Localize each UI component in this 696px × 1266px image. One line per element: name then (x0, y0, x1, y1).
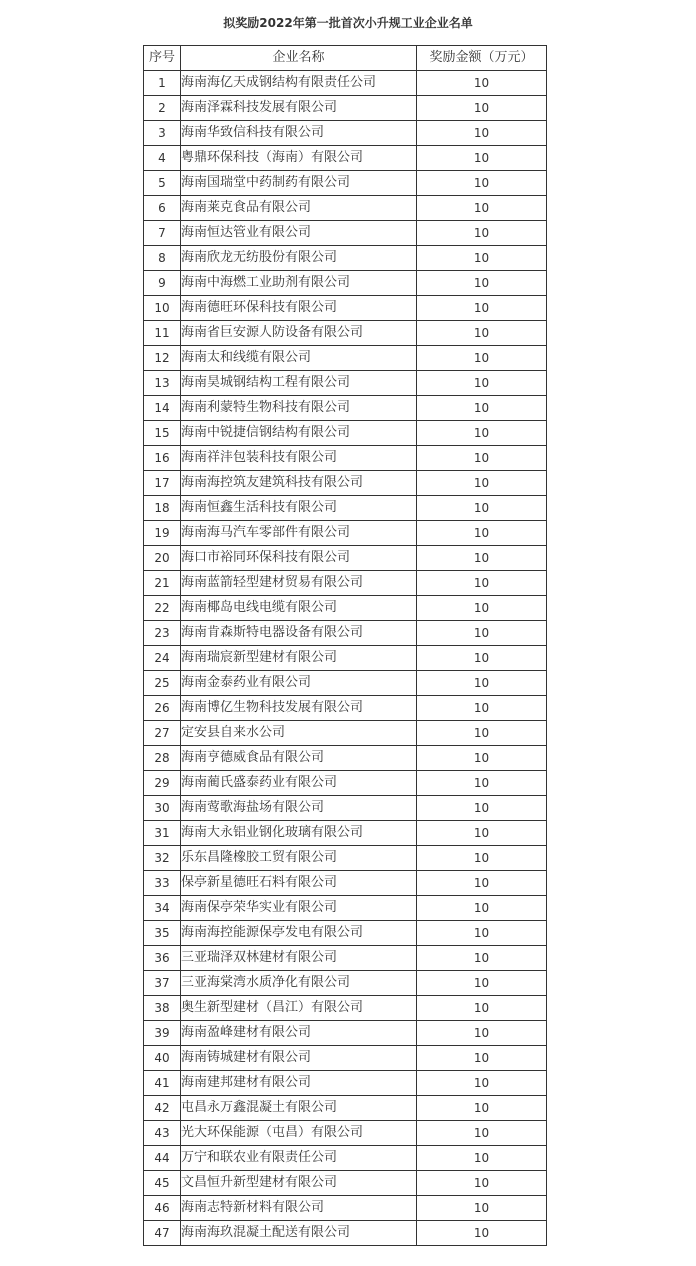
row-index-cell: 13 (144, 371, 181, 396)
reward-amount-cell: 10 (417, 471, 547, 496)
row-index-cell: 21 (144, 571, 181, 596)
table-row (144, 146, 547, 171)
enterprise-name-cell: 海口市裕同环保科技有限公司 (181, 546, 417, 571)
enterprise-name-cell: 海南海玖混凝土配送有限公司 (181, 1221, 417, 1246)
enterprise-name-cell: 海南海控能源保亭发电有限公司 (181, 921, 417, 946)
table-row (144, 796, 547, 821)
enterprise-name-cell: 奥生新型建材（昌江）有限公司 (181, 996, 417, 1021)
enterprise-name-cell: 乐东昌隆橡胶工贸有限公司 (181, 846, 417, 871)
reward-amount-cell: 10 (417, 521, 547, 546)
row-index-cell: 23 (144, 621, 181, 646)
enterprise-name-cell: 海南瑞宸新型建材有限公司 (181, 646, 417, 671)
table-row (144, 1171, 547, 1196)
reward-amount-cell: 10 (417, 996, 547, 1021)
table-row (144, 396, 547, 421)
enterprise-name-cell: 海南昊城钢结构工程有限公司 (181, 371, 417, 396)
table-row (144, 221, 547, 246)
reward-amount-cell: 10 (417, 646, 547, 671)
enterprise-name-cell: 保亭新星德旺石料有限公司 (181, 871, 417, 896)
row-index-cell: 44 (144, 1146, 181, 1171)
row-index-cell: 27 (144, 721, 181, 746)
table-row (144, 96, 547, 121)
row-index-cell: 43 (144, 1121, 181, 1146)
enterprise-name-cell: 海南椰岛电线电缆有限公司 (181, 596, 417, 621)
enterprise-name-cell: 海南太和线缆有限公司 (181, 346, 417, 371)
reward-amount-cell: 10 (417, 1146, 547, 1171)
enterprise-name-cell: 海南保亭荣华实业有限公司 (181, 896, 417, 921)
enterprise-name-cell: 定安县自来水公司 (181, 721, 417, 746)
enterprise-table (143, 45, 547, 1246)
table-row (144, 646, 547, 671)
enterprise-name-cell: 屯昌永万鑫混凝土有限公司 (181, 1096, 417, 1121)
reward-amount-cell: 10 (417, 71, 547, 96)
enterprise-name-cell: 万宁和联农业有限责任公司 (181, 1146, 417, 1171)
reward-amount-cell: 10 (417, 921, 547, 946)
row-index-cell: 31 (144, 821, 181, 846)
row-index-cell: 18 (144, 496, 181, 521)
row-index-cell: 16 (144, 446, 181, 471)
enterprise-name-cell: 海南蓝箭轻型建材贸易有限公司 (181, 571, 417, 596)
row-index-cell: 11 (144, 321, 181, 346)
document-title: 拟奖励2022年第一批首次小升规工业企业名单 (223, 16, 473, 30)
enterprise-name-cell: 海南国瑞堂中药制药有限公司 (181, 171, 417, 196)
row-index-cell: 4 (144, 146, 181, 171)
row-index-cell: 6 (144, 196, 181, 221)
table-row (144, 696, 547, 721)
reward-amount-cell: 10 (417, 1196, 547, 1221)
reward-amount-cell: 10 (417, 671, 547, 696)
enterprise-name-cell: 海南祥沣包装科技有限公司 (181, 446, 417, 471)
enterprise-name-cell: 海南中锐捷信钢结构有限公司 (181, 421, 417, 446)
row-index-cell: 42 (144, 1096, 181, 1121)
reward-amount-cell: 10 (417, 371, 547, 396)
header-name: 企业名称 (181, 46, 417, 71)
reward-amount-cell: 10 (417, 96, 547, 121)
enterprise-name-cell: 光大环保能源（屯昌）有限公司 (181, 1121, 417, 1146)
table-row (144, 971, 547, 996)
reward-amount-cell: 10 (417, 146, 547, 171)
row-index-cell: 5 (144, 171, 181, 196)
row-index-cell: 39 (144, 1021, 181, 1046)
enterprise-name-cell: 海南海马汽车零部件有限公司 (181, 521, 417, 546)
enterprise-name-cell: 海南恒达管业有限公司 (181, 221, 417, 246)
reward-amount-cell: 10 (417, 821, 547, 846)
reward-amount-cell: 10 (417, 696, 547, 721)
enterprise-name-cell: 海南蔺氏盛泰药业有限公司 (181, 771, 417, 796)
table-row (144, 246, 547, 271)
enterprise-name-cell: 海南利蒙特生物科技有限公司 (181, 396, 417, 421)
table-row (144, 296, 547, 321)
reward-amount-cell: 10 (417, 1121, 547, 1146)
row-index-cell: 22 (144, 596, 181, 621)
enterprise-name-cell: 海南金泰药业有限公司 (181, 671, 417, 696)
table-row (144, 596, 547, 621)
reward-amount-cell: 10 (417, 596, 547, 621)
table-row (144, 896, 547, 921)
row-index-cell: 9 (144, 271, 181, 296)
reward-amount-cell: 10 (417, 871, 547, 896)
table-row (144, 1221, 547, 1246)
table-row (144, 321, 547, 346)
reward-amount-cell: 10 (417, 1171, 547, 1196)
reward-amount-cell: 10 (417, 1046, 547, 1071)
reward-amount-cell: 10 (417, 1096, 547, 1121)
row-index-cell: 17 (144, 471, 181, 496)
row-index-cell: 14 (144, 396, 181, 421)
reward-amount-cell: 10 (417, 396, 547, 421)
reward-amount-cell: 10 (417, 571, 547, 596)
table-row (144, 746, 547, 771)
row-index-cell: 45 (144, 1171, 181, 1196)
table-header-row (144, 46, 547, 71)
enterprise-name-cell: 海南大永铝业钢化玻璃有限公司 (181, 821, 417, 846)
table-row (144, 1046, 547, 1071)
row-index-cell: 19 (144, 521, 181, 546)
enterprise-name-cell: 海南德旺环保科技有限公司 (181, 296, 417, 321)
enterprise-name-cell: 海南华致信科技有限公司 (181, 121, 417, 146)
row-index-cell: 47 (144, 1221, 181, 1246)
enterprise-name-cell: 海南欣龙无纺股份有限公司 (181, 246, 417, 271)
row-index-cell: 33 (144, 871, 181, 896)
table-row (144, 1121, 547, 1146)
row-index-cell: 46 (144, 1196, 181, 1221)
reward-amount-cell: 10 (417, 621, 547, 646)
reward-amount-cell: 10 (417, 196, 547, 221)
enterprise-name-cell: 三亚海棠湾水质净化有限公司 (181, 971, 417, 996)
table-row (144, 371, 547, 396)
reward-amount-cell: 10 (417, 121, 547, 146)
reward-amount-cell: 10 (417, 296, 547, 321)
enterprise-name-cell: 海南省巨安源人防设备有限公司 (181, 321, 417, 346)
row-index-cell: 38 (144, 996, 181, 1021)
reward-amount-cell: 10 (417, 771, 547, 796)
row-index-cell: 20 (144, 546, 181, 571)
row-index-cell: 10 (144, 296, 181, 321)
header-index: 序号 (144, 46, 181, 71)
table-row (144, 196, 547, 221)
enterprise-name-cell: 海南博亿生物科技发展有限公司 (181, 696, 417, 721)
row-index-cell: 26 (144, 696, 181, 721)
table-row (144, 996, 547, 1021)
reward-amount-cell: 10 (417, 721, 547, 746)
enterprise-name-cell: 海南肯森斯特电器设备有限公司 (181, 621, 417, 646)
reward-amount-cell: 10 (417, 271, 547, 296)
reward-amount-cell: 10 (417, 796, 547, 821)
table-row (144, 1196, 547, 1221)
row-index-cell: 35 (144, 921, 181, 946)
enterprise-name-cell: 海南海亿天成钢结构有限责任公司 (181, 71, 417, 96)
row-index-cell: 30 (144, 796, 181, 821)
reward-amount-cell: 10 (417, 321, 547, 346)
table-row (144, 471, 547, 496)
enterprise-name-cell: 海南恒鑫生活科技有限公司 (181, 496, 417, 521)
row-index-cell: 32 (144, 846, 181, 871)
table-row (144, 946, 547, 971)
reward-amount-cell: 10 (417, 946, 547, 971)
row-index-cell: 41 (144, 1071, 181, 1096)
table-row (144, 171, 547, 196)
table-row (144, 1071, 547, 1096)
reward-amount-cell: 10 (417, 346, 547, 371)
enterprise-name-cell: 三亚瑞泽双林建材有限公司 (181, 946, 417, 971)
row-index-cell: 7 (144, 221, 181, 246)
reward-amount-cell: 10 (417, 221, 547, 246)
table-body (144, 71, 547, 1246)
table-row (144, 271, 547, 296)
table-row (144, 521, 547, 546)
row-index-cell: 15 (144, 421, 181, 446)
reward-amount-cell: 10 (417, 421, 547, 446)
row-index-cell: 36 (144, 946, 181, 971)
row-index-cell: 40 (144, 1046, 181, 1071)
enterprise-name-cell: 粤鼎环保科技（海南）有限公司 (181, 146, 417, 171)
table-row (144, 621, 547, 646)
reward-amount-cell: 10 (417, 496, 547, 521)
row-index-cell: 2 (144, 96, 181, 121)
table-row (144, 1146, 547, 1171)
table-row (144, 496, 547, 521)
enterprise-name-cell: 海南建邦建材有限公司 (181, 1071, 417, 1096)
row-index-cell: 29 (144, 771, 181, 796)
table-row (144, 771, 547, 796)
reward-amount-cell: 10 (417, 1071, 547, 1096)
reward-amount-cell: 10 (417, 1221, 547, 1246)
enterprise-name-cell: 海南莺歌海盐场有限公司 (181, 796, 417, 821)
row-index-cell: 37 (144, 971, 181, 996)
table-row (144, 871, 547, 896)
table-row (144, 421, 547, 446)
reward-amount-cell: 10 (417, 971, 547, 996)
enterprise-name-cell: 海南海控筑友建筑科技有限公司 (181, 471, 417, 496)
table-row (144, 846, 547, 871)
enterprise-name-cell: 海南志特新材料有限公司 (181, 1196, 417, 1221)
enterprise-name-cell: 海南中海燃工业助剂有限公司 (181, 271, 417, 296)
row-index-cell: 24 (144, 646, 181, 671)
row-index-cell: 3 (144, 121, 181, 146)
table-row (144, 671, 547, 696)
reward-amount-cell: 10 (417, 546, 547, 571)
row-index-cell: 34 (144, 896, 181, 921)
table-row (144, 821, 547, 846)
enterprise-name-cell: 海南铸城建材有限公司 (181, 1046, 417, 1071)
reward-amount-cell: 10 (417, 246, 547, 271)
enterprise-name-cell: 海南泽霖科技发展有限公司 (181, 96, 417, 121)
row-index-cell: 1 (144, 71, 181, 96)
row-index-cell: 12 (144, 346, 181, 371)
table-row (144, 1096, 547, 1121)
reward-amount-cell: 10 (417, 746, 547, 771)
reward-amount-cell: 10 (417, 896, 547, 921)
table-row (144, 121, 547, 146)
reward-amount-cell: 10 (417, 446, 547, 471)
reward-amount-cell: 10 (417, 846, 547, 871)
table-row (144, 921, 547, 946)
row-index-cell: 28 (144, 746, 181, 771)
table-row (144, 71, 547, 96)
table-row (144, 721, 547, 746)
row-index-cell: 25 (144, 671, 181, 696)
enterprise-name-cell: 海南莱克食品有限公司 (181, 196, 417, 221)
reward-amount-cell: 10 (417, 171, 547, 196)
enterprise-name-cell: 海南盈峰建材有限公司 (181, 1021, 417, 1046)
enterprise-name-cell: 文昌恒升新型建材有限公司 (181, 1171, 417, 1196)
header-amount: 奖励金额（万元） (417, 46, 547, 71)
table-row (144, 571, 547, 596)
table-row (144, 446, 547, 471)
reward-amount-cell: 10 (417, 1021, 547, 1046)
row-index-cell: 8 (144, 246, 181, 271)
enterprise-name-cell: 海南亨德威食品有限公司 (181, 746, 417, 771)
table-row (144, 546, 547, 571)
table-row (144, 346, 547, 371)
table-row (144, 1021, 547, 1046)
